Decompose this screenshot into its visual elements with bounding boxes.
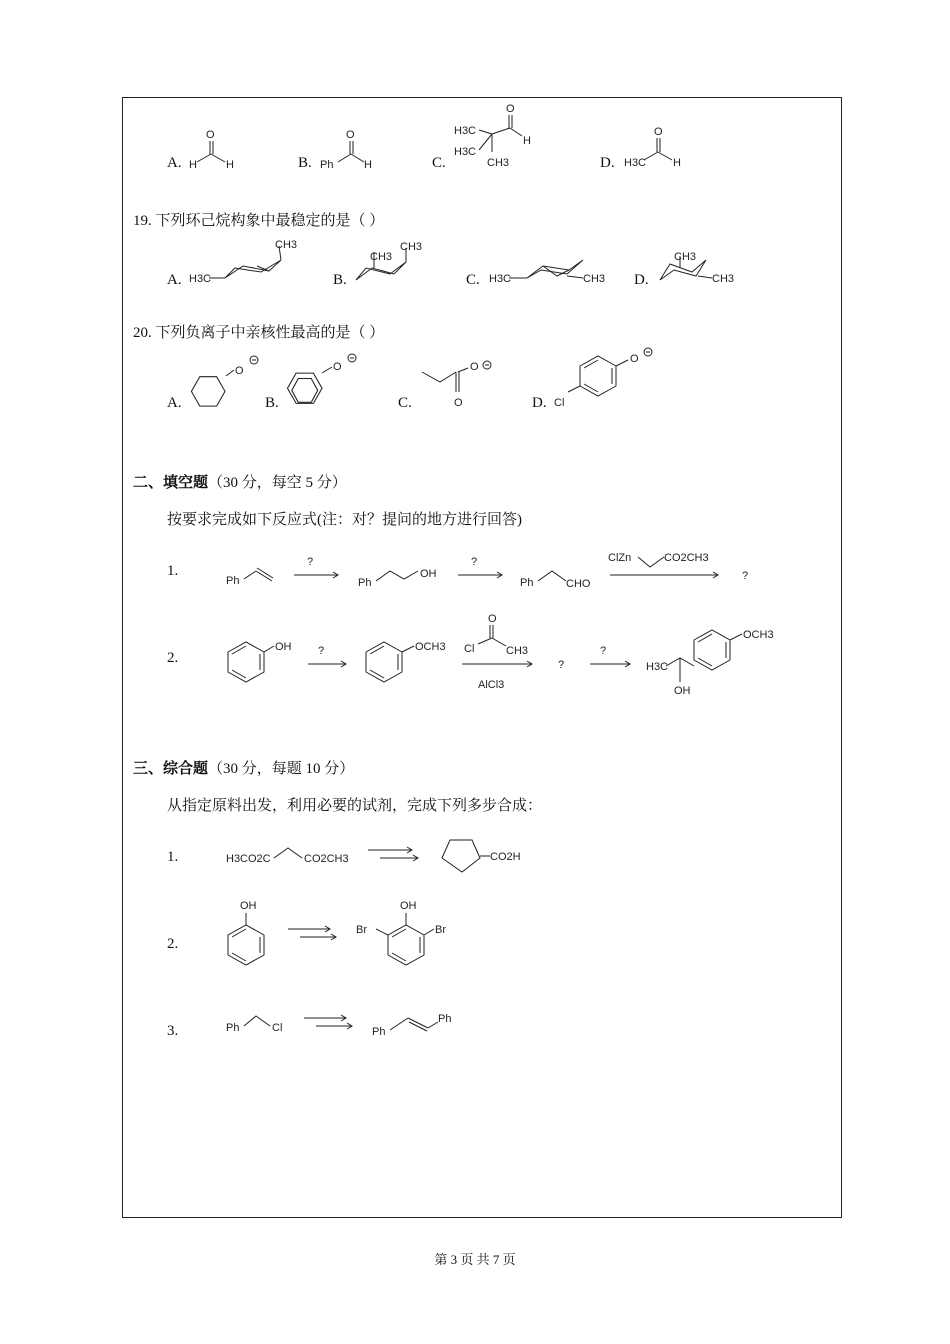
svg-text:CO2CH3: CO2CH3 <box>304 853 349 865</box>
svg-text:CH3: CH3 <box>370 251 393 263</box>
svg-text:CH3: CH3 <box>583 273 606 285</box>
svg-text:O: O <box>333 361 342 373</box>
svg-text:H3C: H3C <box>189 273 212 285</box>
svg-text:OCH3: OCH3 <box>415 641 446 653</box>
reaction1-scheme <box>220 545 760 595</box>
synthesis3-number: 3. <box>167 1023 179 1039</box>
svg-text:CO2H: CO2H <box>490 851 521 863</box>
synthesis1-number: 1. <box>167 849 179 865</box>
synthesis3-scheme <box>224 1006 474 1046</box>
svg-text:H: H <box>673 157 681 169</box>
svg-text:Ph: Ph <box>372 1026 386 1038</box>
section2-score: （30 分，每空 5 分） <box>208 475 347 491</box>
svg-text:Ph: Ph <box>520 577 534 589</box>
propanoate-structure <box>418 358 508 413</box>
svg-text:CHO: CHO <box>566 578 591 590</box>
svg-text:Ph: Ph <box>358 577 372 589</box>
svg-text:H: H <box>226 159 234 171</box>
section2-heading <box>133 476 347 491</box>
svg-text:Ph: Ph <box>226 575 240 587</box>
svg-text:Ph: Ph <box>226 1022 240 1034</box>
q19-option-d-label: D. <box>634 272 649 288</box>
acetaldehyde-structure <box>622 124 692 174</box>
svg-text:CH3: CH3 <box>674 251 697 263</box>
cyclohexoxide-structure <box>188 352 268 412</box>
reaction2-number: 2. <box>167 650 179 666</box>
svg-text:AlCl3: AlCl3 <box>478 679 505 691</box>
q18-option-c-label: C. <box>432 155 446 171</box>
benzaldehyde-structure <box>318 124 378 174</box>
cyclohexane-conformer-a <box>187 238 302 293</box>
svg-text:Br: Br <box>356 924 367 936</box>
svg-text:CH3: CH3 <box>506 645 529 657</box>
section3-heading <box>133 762 354 777</box>
svg-text:CH3: CH3 <box>487 157 510 169</box>
cyclohexane-conformer-c <box>487 256 612 291</box>
section2-instruction: 按要求完成如下反应式(注：对？提问的地方进行回答) <box>167 512 522 528</box>
synthesis2-scheme <box>220 895 470 975</box>
svg-text:O: O <box>630 353 639 365</box>
svg-text:Cl: Cl <box>554 397 565 409</box>
svg-text:CH3: CH3 <box>275 239 298 251</box>
svg-text:O: O <box>506 103 515 115</box>
svg-text:H3C: H3C <box>454 125 477 137</box>
svg-text:CO2CH3: CO2CH3 <box>664 552 709 564</box>
svg-text:CH3: CH3 <box>712 273 735 285</box>
svg-text:H: H <box>523 135 531 147</box>
svg-text:O: O <box>454 397 463 409</box>
section3-score: （30 分，每题 10 分） <box>208 761 355 777</box>
svg-text:O: O <box>346 129 355 141</box>
formaldehyde-structure <box>186 124 246 174</box>
q19-option-c-label: C. <box>466 272 480 288</box>
q20-option-a-label: A. <box>167 395 182 411</box>
q18-option-d-label: D. <box>600 155 615 171</box>
pivalaldehyde-structure <box>452 100 552 175</box>
svg-text:H: H <box>364 159 372 171</box>
svg-text:O: O <box>206 129 215 141</box>
synthesis2-number: 2. <box>167 936 179 952</box>
svg-text:Cl: Cl <box>464 643 475 655</box>
q20-stem: 20. 下列负离子中亲核性最高的是（ ） <box>133 325 385 341</box>
svg-text:OH: OH <box>420 568 437 580</box>
reaction1-number: 1. <box>167 563 179 579</box>
svg-text:OH: OH <box>674 685 691 697</box>
reaction2-scheme <box>220 612 800 707</box>
svg-text:Ph: Ph <box>320 159 334 171</box>
svg-text:H3C: H3C <box>489 273 512 285</box>
svg-text:H3CO2C: H3CO2C <box>226 853 271 865</box>
svg-text:H3C: H3C <box>646 661 669 673</box>
cyclohexane-conformer-d <box>654 246 744 291</box>
synthesis1-scheme <box>224 830 534 880</box>
svg-text:O: O <box>654 126 663 138</box>
q18-option-b-label: B. <box>298 155 312 171</box>
svg-text:?: ? <box>600 645 607 657</box>
chlorophenoxide-structure <box>552 346 662 411</box>
svg-text:?: ? <box>742 570 749 582</box>
svg-text:?: ? <box>318 645 325 657</box>
svg-text:OCH3: OCH3 <box>743 629 774 641</box>
q20-option-c-label: C. <box>398 395 412 411</box>
svg-text:CH3: CH3 <box>400 241 423 253</box>
q19-option-b-label: B. <box>333 272 347 288</box>
svg-text:H3C: H3C <box>624 157 647 169</box>
svg-text:?: ? <box>307 556 314 568</box>
svg-text:O: O <box>235 365 244 377</box>
svg-text:O: O <box>470 361 479 373</box>
section3-instruction: 从指定原料出发，利用必要的试剂，完成下列多步合成： <box>167 798 543 814</box>
svg-text:OH: OH <box>240 900 257 912</box>
svg-text:Ph: Ph <box>438 1013 452 1025</box>
section3-title: 三、综合题 <box>133 761 209 777</box>
svg-text:OH: OH <box>400 900 417 912</box>
svg-text:O: O <box>488 613 497 625</box>
svg-text:?: ? <box>558 659 565 671</box>
q19-stem: 19. 下列环己烷构象中最稳定的是（ ） <box>133 213 385 229</box>
q18-option-a-label: A. <box>167 155 182 171</box>
section2-title: 二、填空题 <box>133 475 209 491</box>
q20-option-b-label: B. <box>265 395 279 411</box>
svg-text:H3C: H3C <box>454 146 477 158</box>
svg-text:H: H <box>189 159 197 171</box>
svg-text:Cl: Cl <box>272 1022 283 1034</box>
cyclohexane-conformer-b <box>350 238 430 293</box>
svg-text:?: ? <box>471 556 478 568</box>
svg-text:OH: OH <box>275 641 292 653</box>
svg-text:ClZn: ClZn <box>608 552 632 564</box>
q20-option-d-label: D. <box>532 395 547 411</box>
q19-option-a-label: A. <box>167 272 182 288</box>
svg-text:Br: Br <box>435 924 446 936</box>
phenoxide-structure <box>285 350 365 410</box>
page-footer: 第 3 页 共 7 页 <box>434 1252 516 1267</box>
